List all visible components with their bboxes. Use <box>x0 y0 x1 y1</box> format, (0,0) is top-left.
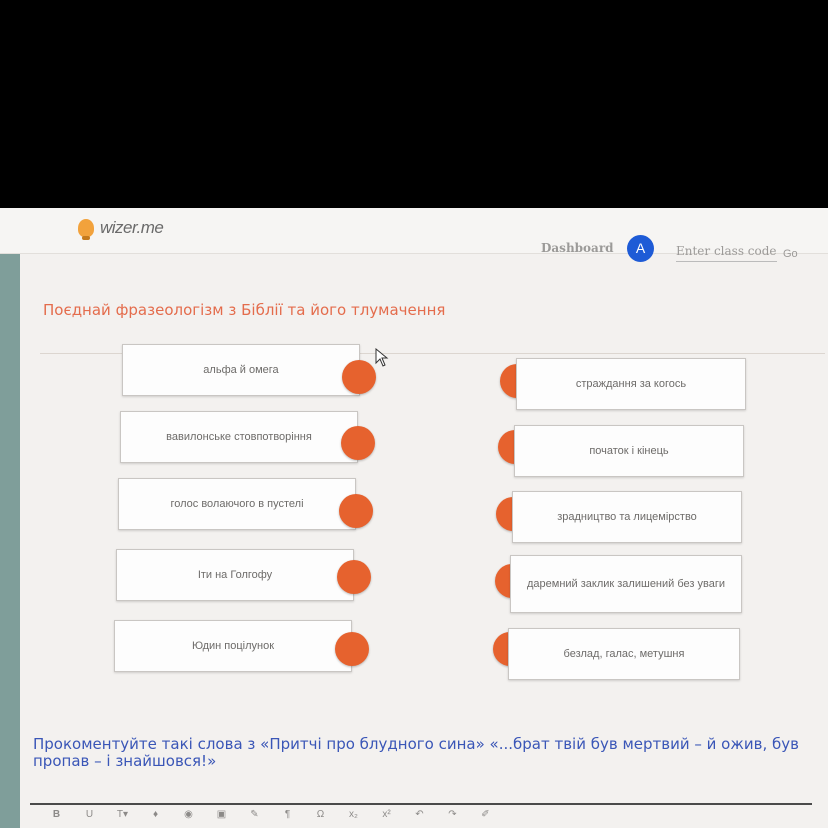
left-card-label: Іти на Голгофу <box>197 569 273 581</box>
undo-icon[interactable]: ↶ <box>415 809 424 820</box>
left-connector-dot-2[interactable] <box>341 426 375 460</box>
editor-toolbar <box>40 809 502 820</box>
left-card-2[interactable] <box>120 411 358 463</box>
font-size-button[interactable]: T▾ <box>116 809 129 820</box>
image-icon[interactable]: ▣ <box>216 809 227 820</box>
paragraph-icon[interactable]: ¶ <box>284 809 291 820</box>
class-code-input[interactable]: Enter class code <box>676 244 777 262</box>
right-card-label: безлад, галас, метушня <box>563 648 685 660</box>
left-connector-dot-4[interactable] <box>337 560 371 594</box>
bold-button[interactable]: B <box>52 809 61 820</box>
right-card-label: зрадництво та лицемірство <box>557 511 697 523</box>
clear-format-icon[interactable]: ✐ <box>481 809 490 820</box>
right-card-1[interactable] <box>516 358 746 410</box>
right-card-4[interactable] <box>510 555 742 613</box>
right-card-2[interactable] <box>514 425 744 477</box>
lightbulb-icon <box>78 219 94 237</box>
left-card-3[interactable] <box>118 478 356 530</box>
right-card-label: даремний заклик залишений без уваги <box>526 578 726 590</box>
left-card-1[interactable] <box>122 344 360 396</box>
task-title: Поєднай фразеологізм з Біблії та його тлумачення <box>43 301 446 319</box>
left-card-4[interactable] <box>116 549 354 601</box>
left-card-label: голос волаючого в пустелі <box>170 498 304 510</box>
app-screen <box>0 208 828 828</box>
question-text: Прокоментуйте такі слова з «Притчі про блудного сина» «...брат твій був мертвий – й ожив, був пропав – і знайшовся!» <box>33 735 799 770</box>
subscript-button[interactable]: x₂ <box>349 809 358 820</box>
link-icon[interactable]: ✎ <box>250 809 259 820</box>
go-button[interactable]: Go <box>783 248 798 260</box>
superscript-button[interactable]: x² <box>382 809 391 820</box>
left-card-label: альфа й омега <box>203 364 279 376</box>
top-navigation-bar <box>0 208 828 260</box>
right-card-5[interactable] <box>508 628 740 680</box>
left-card-label: Юдин поцілунок <box>191 640 275 652</box>
logo[interactable] <box>78 218 163 238</box>
dashboard-link[interactable]: Dashboard <box>541 241 614 255</box>
right-card-label: страждання за когось <box>575 378 687 390</box>
left-card-5[interactable] <box>114 620 352 672</box>
left-card-label: вавилонське стовпотворіння <box>166 431 312 443</box>
redo-icon[interactable]: ↷ <box>448 809 457 820</box>
left-sidebar-strip <box>0 253 20 828</box>
left-connector-dot-1[interactable] <box>342 360 376 394</box>
mouse-cursor-icon <box>375 348 389 368</box>
highlight-icon[interactable]: ◉ <box>184 809 193 820</box>
underline-button[interactable]: U <box>85 809 94 820</box>
right-card-3[interactable] <box>512 491 742 543</box>
avatar[interactable]: A <box>627 235 654 262</box>
editor-top-border <box>30 803 812 805</box>
right-card-label: початок і кінець <box>589 445 669 457</box>
left-connector-dot-3[interactable] <box>339 494 373 528</box>
color-icon[interactable]: ♦ <box>152 809 159 820</box>
special-char-icon[interactable]: Ω <box>316 809 325 820</box>
left-connector-dot-5[interactable] <box>335 632 369 666</box>
logo-text: wizer.me <box>100 218 164 237</box>
